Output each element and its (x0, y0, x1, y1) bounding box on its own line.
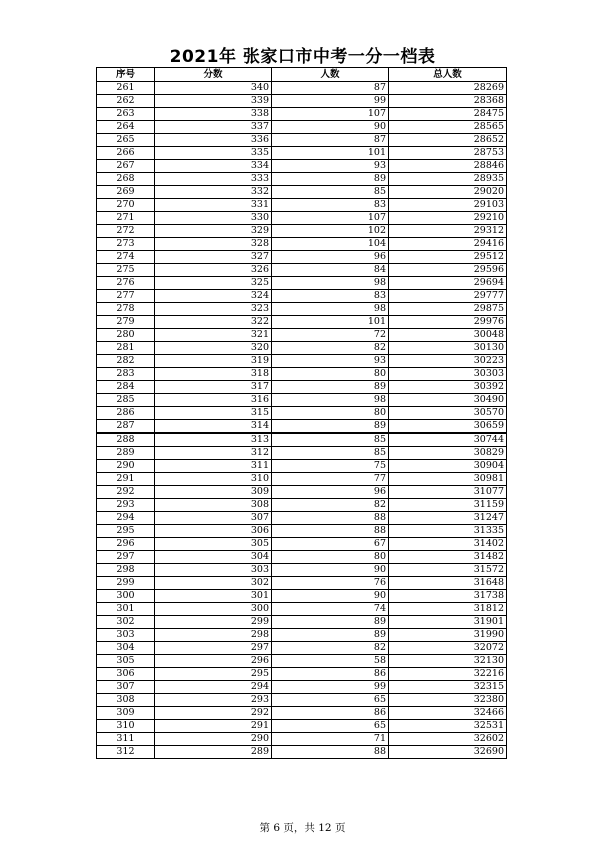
cell-total: 30223 (389, 355, 507, 368)
cell-score: 296 (155, 655, 272, 668)
cell-count: 85 (272, 447, 389, 460)
cell-score: 289 (155, 746, 272, 759)
cell-score: 339 (155, 95, 272, 108)
cell-total: 29694 (389, 277, 507, 290)
cell-seq: 269 (97, 186, 155, 199)
cell-total: 32602 (389, 733, 507, 746)
cell-count: 82 (272, 499, 389, 512)
cell-score: 304 (155, 551, 272, 564)
table-row (97, 447, 507, 460)
table-row (97, 733, 507, 746)
cell-seq: 299 (97, 577, 155, 590)
cell-count: 93 (272, 160, 389, 173)
table-row (97, 147, 507, 160)
cell-seq: 263 (97, 108, 155, 121)
cell-count: 83 (272, 199, 389, 212)
cell-count: 84 (272, 264, 389, 277)
cell-count: 98 (272, 303, 389, 316)
cell-count: 107 (272, 212, 389, 225)
table-row (97, 134, 507, 147)
cell-score: 320 (155, 342, 272, 355)
cell-score: 310 (155, 473, 272, 486)
cell-count: 102 (272, 225, 389, 238)
cell-total: 30392 (389, 381, 507, 394)
cell-total: 31738 (389, 590, 507, 603)
table-row (97, 121, 507, 134)
cell-total: 31159 (389, 499, 507, 512)
cell-seq: 274 (97, 251, 155, 264)
cell-total: 31901 (389, 616, 507, 629)
table-row (97, 212, 507, 225)
cell-score: 336 (155, 134, 272, 147)
cell-seq: 286 (97, 407, 155, 420)
cell-count: 83 (272, 290, 389, 303)
cell-seq: 300 (97, 590, 155, 603)
table-row (97, 460, 507, 473)
cell-seq: 287 (97, 420, 155, 434)
score-table (96, 67, 507, 759)
cell-seq: 296 (97, 538, 155, 551)
cell-score: 328 (155, 238, 272, 251)
table-row (97, 616, 507, 629)
cell-seq: 265 (97, 134, 155, 147)
cell-score: 323 (155, 303, 272, 316)
table-row (97, 225, 507, 238)
table-row (97, 551, 507, 564)
cell-count: 89 (272, 629, 389, 642)
cell-count: 101 (272, 316, 389, 329)
cell-score: 334 (155, 160, 272, 173)
cell-count: 90 (272, 121, 389, 134)
cell-total: 31335 (389, 525, 507, 538)
column-header-count: 人数 (272, 68, 389, 82)
cell-count: 77 (272, 473, 389, 486)
cell-total: 30490 (389, 394, 507, 407)
cell-seq: 276 (97, 277, 155, 290)
page-footer: 第 6 页，共 12 页 (259, 822, 346, 834)
cell-score: 294 (155, 681, 272, 694)
cell-score: 291 (155, 720, 272, 733)
cell-total: 30570 (389, 407, 507, 420)
cell-seq: 281 (97, 342, 155, 355)
cell-seq: 307 (97, 681, 155, 694)
cell-total: 31648 (389, 577, 507, 590)
cell-seq: 271 (97, 212, 155, 225)
cell-score: 327 (155, 251, 272, 264)
table-row (97, 368, 507, 381)
cell-score: 306 (155, 525, 272, 538)
table-row (97, 433, 507, 447)
cell-score: 292 (155, 707, 272, 720)
cell-total: 31402 (389, 538, 507, 551)
cell-total: 29312 (389, 225, 507, 238)
cell-count: 96 (272, 486, 389, 499)
cell-score: 309 (155, 486, 272, 499)
cell-count: 58 (272, 655, 389, 668)
cell-count: 86 (272, 668, 389, 681)
cell-score: 315 (155, 407, 272, 420)
cell-total: 32380 (389, 694, 507, 707)
cell-total: 29596 (389, 264, 507, 277)
cell-count: 80 (272, 407, 389, 420)
cell-total: 28269 (389, 82, 507, 95)
cell-seq: 278 (97, 303, 155, 316)
cell-count: 75 (272, 460, 389, 473)
cell-score: 324 (155, 290, 272, 303)
cell-score: 313 (155, 433, 272, 447)
cell-score: 302 (155, 577, 272, 590)
cell-total: 32466 (389, 707, 507, 720)
cell-total: 29777 (389, 290, 507, 303)
cell-seq: 303 (97, 629, 155, 642)
cell-total: 32130 (389, 655, 507, 668)
table-row (97, 173, 507, 186)
table-row (97, 186, 507, 199)
table-row (97, 720, 507, 733)
cell-seq: 283 (97, 368, 155, 381)
cell-seq: 266 (97, 147, 155, 160)
cell-total: 32690 (389, 746, 507, 759)
column-header-total: 总人数 (389, 68, 507, 82)
cell-total: 30744 (389, 433, 507, 447)
cell-score: 300 (155, 603, 272, 616)
table-row (97, 499, 507, 512)
table-header-row (97, 68, 507, 82)
cell-total: 28846 (389, 160, 507, 173)
cell-seq: 311 (97, 733, 155, 746)
cell-total: 28565 (389, 121, 507, 134)
cell-seq: 305 (97, 655, 155, 668)
cell-seq: 261 (97, 82, 155, 95)
table-row (97, 329, 507, 342)
cell-seq: 264 (97, 121, 155, 134)
cell-score: 325 (155, 277, 272, 290)
table-row (97, 95, 507, 108)
table-row (97, 629, 507, 642)
table-row (97, 82, 507, 95)
table-row (97, 394, 507, 407)
table-row (97, 486, 507, 499)
cell-seq: 308 (97, 694, 155, 707)
cell-total: 29210 (389, 212, 507, 225)
table-row (97, 590, 507, 603)
cell-total: 30048 (389, 329, 507, 342)
cell-score: 335 (155, 147, 272, 160)
cell-seq: 280 (97, 329, 155, 342)
cell-seq: 284 (97, 381, 155, 394)
cell-total: 28475 (389, 108, 507, 121)
table-row (97, 290, 507, 303)
cell-total: 30904 (389, 460, 507, 473)
table-row (97, 746, 507, 759)
cell-seq: 288 (97, 433, 155, 447)
table-row (97, 681, 507, 694)
table-body (97, 82, 507, 759)
cell-score: 312 (155, 447, 272, 460)
cell-count: 99 (272, 95, 389, 108)
cell-seq: 309 (97, 707, 155, 720)
page-title: 2021年 张家口市中考一分一档表 (169, 47, 436, 67)
cell-seq: 273 (97, 238, 155, 251)
cell-total: 30303 (389, 368, 507, 381)
column-header-seq: 序号 (97, 68, 155, 82)
cell-count: 87 (272, 134, 389, 147)
cell-total: 28753 (389, 147, 507, 160)
cell-count: 93 (272, 355, 389, 368)
table-row (97, 160, 507, 173)
cell-score: 330 (155, 212, 272, 225)
cell-total: 31812 (389, 603, 507, 616)
cell-total: 28935 (389, 173, 507, 186)
table-row (97, 264, 507, 277)
cell-count: 98 (272, 394, 389, 407)
cell-total: 32072 (389, 642, 507, 655)
cell-total: 31077 (389, 486, 507, 499)
cell-count: 89 (272, 420, 389, 434)
cell-seq: 268 (97, 173, 155, 186)
table-row (97, 525, 507, 538)
cell-total: 28368 (389, 95, 507, 108)
cell-count: 90 (272, 564, 389, 577)
cell-seq: 285 (97, 394, 155, 407)
table-row (97, 355, 507, 368)
cell-count: 67 (272, 538, 389, 551)
column-header-score: 分数 (155, 68, 272, 82)
cell-seq: 272 (97, 225, 155, 238)
cell-seq: 270 (97, 199, 155, 212)
table-row (97, 564, 507, 577)
cell-seq: 277 (97, 290, 155, 303)
cell-score: 293 (155, 694, 272, 707)
cell-count: 89 (272, 381, 389, 394)
cell-count: 80 (272, 551, 389, 564)
cell-total: 31482 (389, 551, 507, 564)
cell-score: 326 (155, 264, 272, 277)
cell-total: 31990 (389, 629, 507, 642)
table-row (97, 108, 507, 121)
cell-total: 30981 (389, 473, 507, 486)
cell-total: 29976 (389, 316, 507, 329)
cell-score: 318 (155, 368, 272, 381)
cell-score: 297 (155, 642, 272, 655)
cell-total: 32315 (389, 681, 507, 694)
cell-seq: 304 (97, 642, 155, 655)
cell-seq: 289 (97, 447, 155, 460)
table-row (97, 577, 507, 590)
cell-seq: 292 (97, 486, 155, 499)
cell-seq: 295 (97, 525, 155, 538)
table-row (97, 199, 507, 212)
table-row (97, 707, 507, 720)
cell-count: 88 (272, 512, 389, 525)
cell-score: 322 (155, 316, 272, 329)
table-row (97, 303, 507, 316)
cell-seq: 306 (97, 668, 155, 681)
cell-score: 311 (155, 460, 272, 473)
cell-seq: 294 (97, 512, 155, 525)
cell-total: 30659 (389, 420, 507, 434)
cell-total: 31572 (389, 564, 507, 577)
cell-score: 337 (155, 121, 272, 134)
cell-count: 76 (272, 577, 389, 590)
cell-count: 82 (272, 342, 389, 355)
cell-seq: 290 (97, 460, 155, 473)
cell-score: 298 (155, 629, 272, 642)
cell-score: 316 (155, 394, 272, 407)
cell-score: 329 (155, 225, 272, 238)
cell-score: 290 (155, 733, 272, 746)
cell-count: 85 (272, 433, 389, 447)
cell-score: 295 (155, 668, 272, 681)
cell-seq: 279 (97, 316, 155, 329)
cell-seq: 312 (97, 746, 155, 759)
table-row (97, 381, 507, 394)
cell-score: 301 (155, 590, 272, 603)
cell-count: 98 (272, 277, 389, 290)
cell-score: 314 (155, 420, 272, 434)
table-row (97, 277, 507, 290)
cell-count: 71 (272, 733, 389, 746)
cell-seq: 262 (97, 95, 155, 108)
cell-count: 65 (272, 694, 389, 707)
cell-score: 307 (155, 512, 272, 525)
cell-seq: 275 (97, 264, 155, 277)
cell-count: 99 (272, 681, 389, 694)
table-row (97, 342, 507, 355)
cell-total: 31247 (389, 512, 507, 525)
cell-total: 28652 (389, 134, 507, 147)
table-row (97, 512, 507, 525)
table-row (97, 238, 507, 251)
table-row (97, 655, 507, 668)
cell-count: 89 (272, 173, 389, 186)
cell-score: 332 (155, 186, 272, 199)
cell-total: 29875 (389, 303, 507, 316)
table-row (97, 420, 507, 434)
cell-seq: 267 (97, 160, 155, 173)
cell-score: 305 (155, 538, 272, 551)
cell-count: 74 (272, 603, 389, 616)
table-row (97, 668, 507, 681)
cell-count: 85 (272, 186, 389, 199)
table-row (97, 316, 507, 329)
cell-seq: 297 (97, 551, 155, 564)
cell-seq: 301 (97, 603, 155, 616)
cell-total: 29103 (389, 199, 507, 212)
cell-count: 72 (272, 329, 389, 342)
cell-total: 29020 (389, 186, 507, 199)
cell-score: 331 (155, 199, 272, 212)
cell-count: 104 (272, 238, 389, 251)
cell-count: 90 (272, 590, 389, 603)
cell-total: 30829 (389, 447, 507, 460)
cell-total: 32531 (389, 720, 507, 733)
cell-score: 321 (155, 329, 272, 342)
table-row (97, 473, 507, 486)
cell-score: 299 (155, 616, 272, 629)
cell-seq: 310 (97, 720, 155, 733)
cell-count: 87 (272, 82, 389, 95)
cell-count: 86 (272, 707, 389, 720)
cell-total: 29512 (389, 251, 507, 264)
cell-total: 32216 (389, 668, 507, 681)
cell-total: 29416 (389, 238, 507, 251)
cell-count: 82 (272, 642, 389, 655)
cell-score: 303 (155, 564, 272, 577)
cell-seq: 293 (97, 499, 155, 512)
cell-seq: 298 (97, 564, 155, 577)
cell-total: 30130 (389, 342, 507, 355)
table-row (97, 251, 507, 264)
table-row (97, 642, 507, 655)
cell-seq: 282 (97, 355, 155, 368)
cell-count: 101 (272, 147, 389, 160)
cell-count: 80 (272, 368, 389, 381)
cell-seq: 291 (97, 473, 155, 486)
table-row (97, 407, 507, 420)
cell-count: 89 (272, 616, 389, 629)
cell-score: 317 (155, 381, 272, 394)
cell-seq: 302 (97, 616, 155, 629)
cell-score: 338 (155, 108, 272, 121)
cell-score: 308 (155, 499, 272, 512)
cell-score: 333 (155, 173, 272, 186)
table-row (97, 694, 507, 707)
cell-score: 340 (155, 82, 272, 95)
cell-score: 319 (155, 355, 272, 368)
cell-count: 88 (272, 525, 389, 538)
cell-count: 65 (272, 720, 389, 733)
cell-count: 96 (272, 251, 389, 264)
table-row (97, 603, 507, 616)
cell-count: 107 (272, 108, 389, 121)
table-row (97, 538, 507, 551)
cell-count: 88 (272, 746, 389, 759)
